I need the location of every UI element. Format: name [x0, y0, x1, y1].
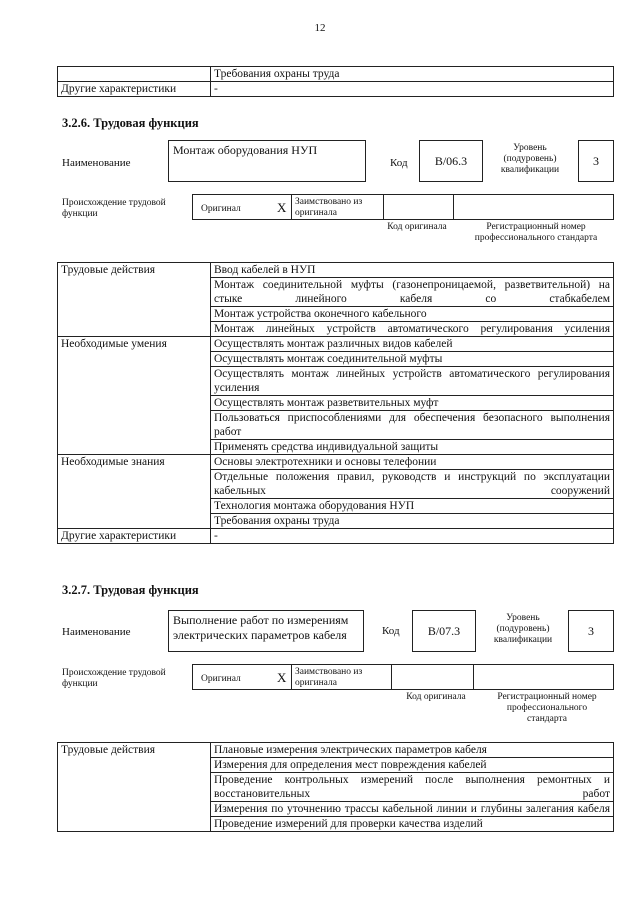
table-cell [211, 455, 614, 470]
original-mark: X [277, 670, 287, 685]
table-cell [211, 396, 614, 411]
row-label: Другие характеристики [58, 82, 211, 97]
table-cell [211, 337, 614, 352]
cell-text: Применять средства индивидуальной защиты [214, 441, 439, 453]
function-table [57, 742, 614, 832]
function-name-value: Монтаж оборудования НУП [173, 143, 318, 157]
table-cell [211, 758, 614, 773]
code-value: В/06.3 [434, 153, 468, 168]
table-cell [211, 411, 614, 440]
function-name-box [168, 140, 366, 182]
cell-text: Технология монтажа оборудования НУП [214, 500, 415, 512]
divider [453, 195, 454, 219]
divider [391, 665, 392, 689]
row-label: Необходимые знания [58, 455, 211, 529]
cell-text: Плановые измерения электрических параметров кабеля [214, 744, 487, 756]
table-row [58, 529, 614, 544]
table-cell [211, 817, 614, 832]
cell-text: Осуществлять монтаж соединительной муфты [214, 353, 443, 365]
function-name-box [168, 610, 364, 652]
table-cell [211, 322, 614, 337]
row-label: Другие характеристики [58, 529, 211, 544]
cell-text: Монтаж линейных устройств автоматического регулирования усиления [214, 323, 610, 335]
function-name-value: Выполнение работ по измерениям электрических параметров кабеля [173, 613, 349, 642]
borrowed-label: Заимствовано из оригинала [295, 667, 363, 688]
table-row [58, 82, 614, 97]
table-cell [211, 352, 614, 367]
level-label: Уровень (подуровень) квалификации [493, 613, 553, 645]
code-label: Код [382, 625, 400, 637]
table-row [58, 337, 614, 352]
cell-text: Основы электротехники и основы телефонии [214, 456, 437, 468]
cell-text: Пользоваться приспособлениями для обеспечения безопасного выполнения работ [214, 412, 610, 438]
row-value: - [211, 82, 614, 97]
cell-text: Проведение контрольных измерений после выполнения ремонтных и восстановительных работ [214, 774, 610, 800]
table-cell [211, 278, 614, 307]
level-value: 3 [593, 153, 599, 168]
divider [291, 665, 292, 689]
level-value: 3 [588, 623, 594, 638]
table-cell [211, 514, 614, 529]
original-mark: X [277, 200, 287, 215]
level-box [568, 610, 614, 652]
code-original-caption: Код оригинала [406, 692, 466, 702]
table-cell [211, 440, 614, 455]
function-table [57, 262, 614, 544]
table-row [58, 743, 614, 758]
code-label: Код [390, 157, 408, 169]
cell-text: Проведение измерений для проверки качества изделий [214, 818, 483, 830]
origin-label: Происхождение трудовой функции [62, 198, 166, 219]
row-label [58, 67, 211, 82]
table-row [58, 67, 614, 82]
table-cell [211, 263, 614, 278]
table-row [58, 263, 614, 278]
origin-box [192, 194, 614, 220]
table-cell [211, 773, 614, 802]
reg-number-caption: Регистрационный номер профессионального стандарта [497, 692, 597, 724]
table-row [58, 455, 614, 470]
row-label: Трудовые действия [58, 743, 211, 832]
origin-label: Происхождение трудовой функции [62, 668, 166, 689]
table-cell [211, 307, 614, 322]
code-value: В/07.3 [427, 623, 461, 638]
origin-box [192, 664, 614, 690]
table-cell [211, 470, 614, 499]
table-cell [211, 743, 614, 758]
name-label: Наименование [62, 626, 131, 638]
borrowed-label: Заимствовано из оригинала [295, 197, 363, 218]
cell-text: Измерения для определения мест повреждения кабелей [214, 759, 487, 771]
original-label: Оригинал [201, 674, 241, 684]
section-title: 3.2.6. Трудовая функция [62, 116, 199, 130]
row-value: Требования охраны труда [211, 67, 614, 82]
page-number: 12 [314, 22, 326, 34]
cell-text: Осуществлять монтаж различных видов кабелей [214, 338, 453, 350]
table-cell [211, 802, 614, 817]
cell-text: Требования охраны труда [214, 515, 340, 527]
cell-text: Ввод кабелей в НУП [214, 264, 316, 276]
table-cell [211, 529, 614, 544]
continuation-table [57, 66, 614, 97]
divider [473, 665, 474, 689]
code-box [419, 140, 483, 182]
code-box [412, 610, 476, 652]
cell-text: Осуществлять монтаж линейных устройств автоматического регулирования усиления [214, 368, 610, 394]
cell-text: Измерения по уточнению трассы кабельной линии и глубины залегания кабеля [214, 803, 610, 815]
divider [291, 195, 292, 219]
row-label: Трудовые действия [58, 263, 211, 337]
table-cell [211, 367, 614, 396]
original-label: Оригинал [201, 204, 241, 214]
table-cell [211, 499, 614, 514]
row-label: Необходимые умения [58, 337, 211, 455]
level-label: Уровень (подуровень) квалификации [500, 143, 560, 175]
cell-text: - [214, 530, 218, 542]
code-original-caption: Код оригинала [387, 222, 447, 232]
divider [383, 195, 384, 219]
cell-text: Монтаж соединительной муфты (газонепроницаемой, разветвительной) на стыке линейного кабеля со стабкабелем [214, 279, 610, 305]
name-label: Наименование [62, 157, 131, 169]
cell-text: Отдельные положения правил, руководств и инструкций по эксплуатации кабельных сооружений [214, 471, 610, 497]
section-title: 3.2.7. Трудовая функция [62, 583, 199, 597]
cell-text: Осуществлять монтаж разветвительных муфт [214, 397, 439, 409]
cell-text: Монтаж устройства оконечного кабельного [214, 308, 427, 320]
level-box [578, 140, 614, 182]
reg-number-caption: Регистрационный номер профессионального стандарта [474, 222, 598, 243]
